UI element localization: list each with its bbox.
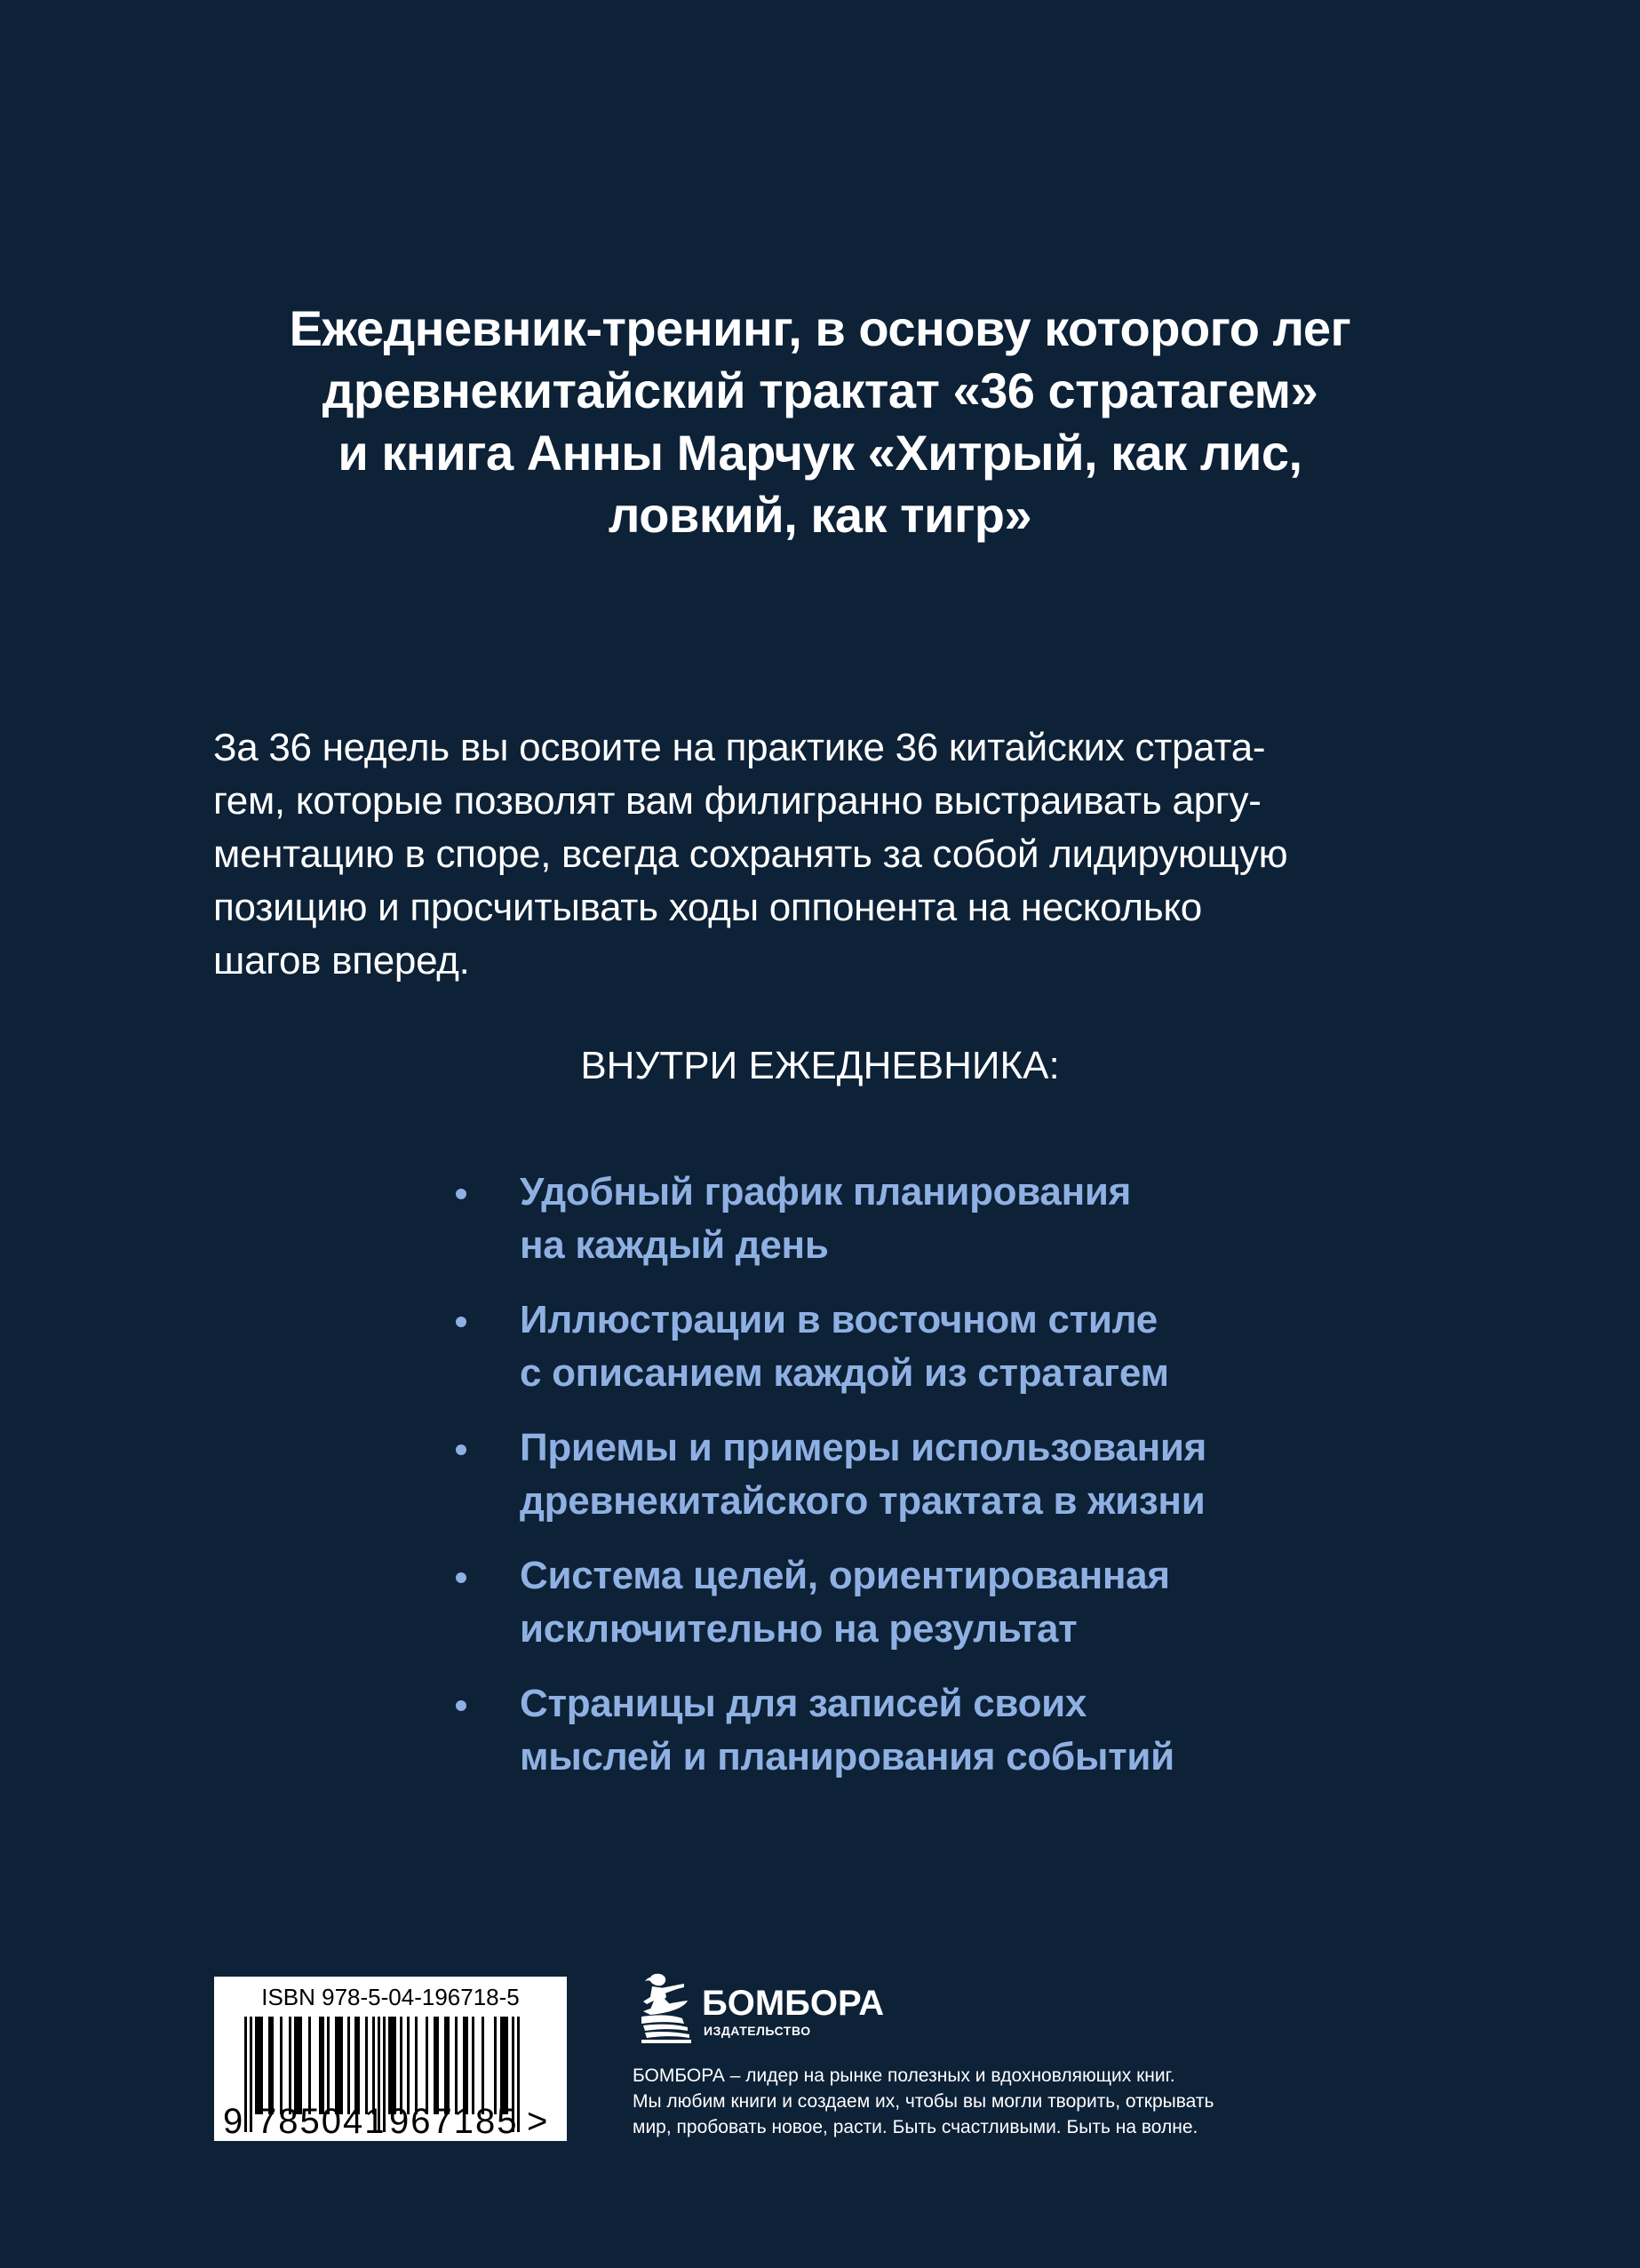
feature-line: древнекитайского трактата в жизни — [520, 1479, 1206, 1523]
headline — [0, 298, 1640, 546]
isbn-barcode — [214, 1977, 567, 2141]
headline-line: древнекитайский трактат «36 стратагем» — [322, 362, 1318, 418]
headline-line: и книга Анны Марчук «Хитрый, как лис, — [338, 425, 1302, 481]
section-title: ВНУТРИ ЕЖЕДНЕВНИКА: — [580, 1044, 1060, 1087]
publisher-subtitle: ИЗДАТЕЛЬСТВО — [704, 2024, 811, 2038]
feature-line: Приемы и примеры использования — [520, 1426, 1207, 1469]
feature-list — [449, 1166, 1337, 1805]
publisher-blurb — [633, 2063, 1308, 2140]
ean-digits — [214, 2104, 567, 2139]
feature-line: Страницы для записей своих — [520, 1682, 1087, 1725]
publisher-logo — [638, 1972, 904, 2043]
bullet-icon — [456, 1444, 466, 1455]
intro-line: За 36 недель вы освоите на практике 36 китайских страта- — [213, 726, 1266, 769]
bullet-icon — [456, 1317, 466, 1327]
headline-line: Ежедневник-тренинг, в основу которого лег — [289, 300, 1351, 356]
ean-right-group: 967185 — [389, 2102, 519, 2141]
intro-line: позицию и просчитывать ходы оппонента на несколько — [213, 886, 1202, 929]
feature-line: Система целей, ориентированная — [520, 1554, 1170, 1597]
feature-line: мыслей и планирования событий — [520, 1735, 1174, 1779]
feature-line: на каждый день — [520, 1223, 829, 1267]
intro-line: ментацию в споре, всегда сохранять за собой лидирующую — [213, 832, 1288, 876]
intro-paragraph — [213, 721, 1439, 988]
ean-first-digit: 9 — [223, 2102, 243, 2141]
feature-item — [449, 1421, 1337, 1528]
blurb-line: БОМБОРА – лидер на рынке полезных и вдохновляющих книг. — [633, 2065, 1175, 2086]
publisher-name: БОМБОРА — [702, 1984, 885, 2023]
feature-line: Иллюстрации в восточном стиле — [520, 1298, 1158, 1341]
feature-line: Удобный график планирования — [520, 1170, 1131, 1214]
intro-line: гем, которые позволят вам филигранно выстраивать аргу- — [213, 779, 1262, 823]
bullet-icon — [456, 1700, 466, 1711]
intro-line: шагов вперед. — [213, 939, 470, 983]
feature-item — [449, 1166, 1337, 1272]
bullet-icon — [456, 1572, 466, 1583]
blurb-line: мир, пробовать новое, расти. Быть счастливыми. Быть на волне. — [633, 2117, 1198, 2137]
feature-line: исключительно на результат — [520, 1607, 1078, 1651]
isbn-label: ISBN 978-5-04-196718-5 — [261, 1984, 520, 2010]
surfer-logo-icon — [638, 1972, 695, 2043]
feature-item — [449, 1677, 1337, 1784]
feature-line: с описанием каждой из стратагем — [520, 1351, 1169, 1395]
blurb-line: Мы любим книги и создаем их, чтобы вы могли творить, открывать — [633, 2091, 1214, 2112]
ean-left-group: 785041 — [257, 2102, 386, 2141]
ean-quiet-zone-mark: > — [527, 2102, 548, 2141]
headline-line: ловкий, как тигр» — [608, 487, 1032, 543]
feature-item — [449, 1293, 1337, 1400]
bullet-icon — [456, 1189, 466, 1199]
feature-item — [449, 1549, 1337, 1656]
